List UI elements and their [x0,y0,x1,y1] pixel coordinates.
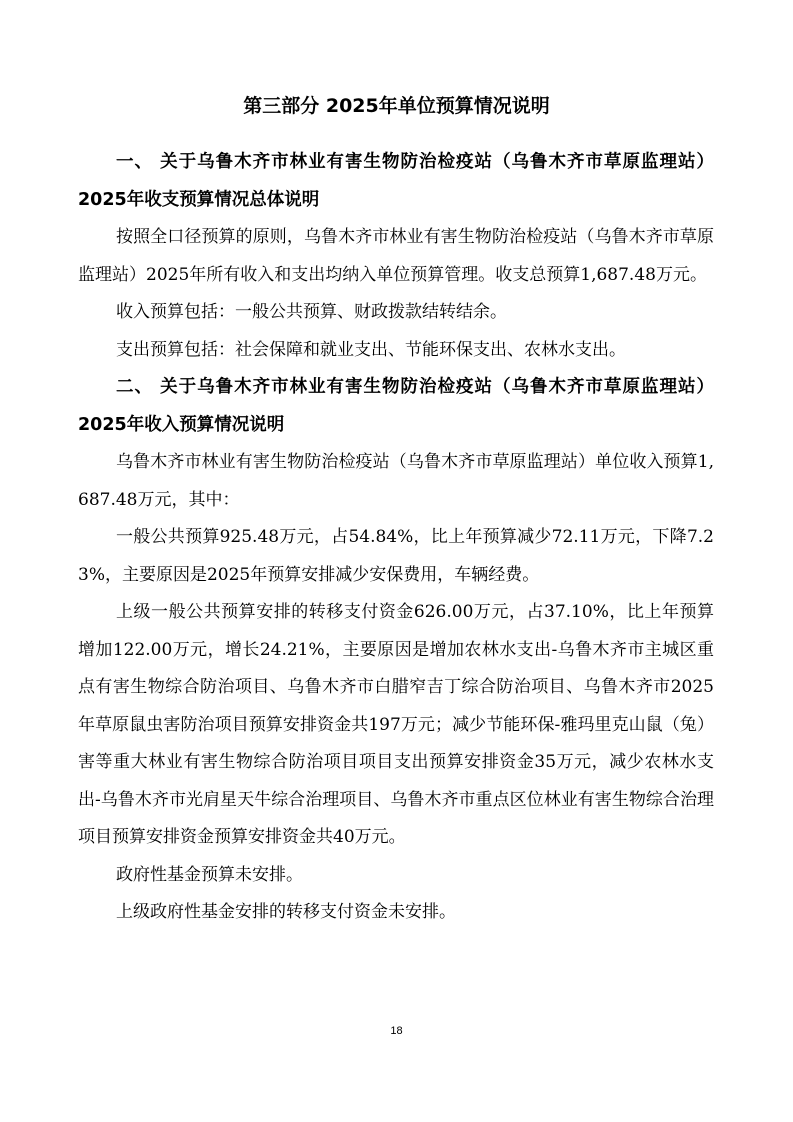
page-title: 第三部分 2025年单位预算情况说明 [243,95,550,117]
section-1-heading-line2: 2025年收支预算情况总体说明 [78,189,320,210]
section-2-heading [78,369,714,444]
document-body [78,144,714,932]
section-1-heading [78,144,714,219]
page-number: 18 [390,1025,403,1037]
section-2-heading-line2: 2025年收入预算情况说明 [78,414,285,435]
section-2-paragraph-4: 政府性基金预算未安排。 [116,864,303,885]
section-2-paragraph-3: 上级一般公共预算安排的转移支付资金626.00万元，占37.10%，比上年预算增加122.00万元，增长24.21%，主要原因是增加农林水支出-乌鲁木齐市主城区重点有害生物综合防治项目、乌鲁木齐市白腊窄吉丁综合防治项目、乌鲁木齐市2025年草原鼠虫害防治项目预算安排资金共197万元；减少节能环保-雅玛里克山鼠（兔）害等重大林业有害生物综合防治项目项目支出预算安排资金35万元，减少农林水支出-乌鲁木齐市光肩星天牛综合治理项目、乌鲁木齐市重点区位林业有害生物综合治理项目预算安排资金预算安排资金共40万元。 [78,602,714,847]
section-1-heading-line1: 一、 关于乌鲁木齐市林业有害生物防治检疫站（乌鲁木齐市草原监理站） [116,152,714,172]
section-2-heading-line1: 二、 关于乌鲁木齐市林业有害生物防治检疫站（乌鲁木齐市草原监理站） [116,377,714,397]
section-1-paragraph-3: 支出预算包括：社会保障和就业支出、节能环保支出、农林水支出。 [116,339,626,360]
section-1-paragraph-2: 收入预算包括：一般公共预算、财政拨款结转结余。 [116,302,507,322]
section-2-paragraph-1: 乌鲁木齐市林业有害生物防治检疫站（乌鲁木齐市草原监理站）单位收入预算1,687.48万元，其中： [78,452,714,510]
section-1-paragraph-1: 按照全口径预算的原则，乌鲁木齐市林业有害生物防治检疫站（乌鲁木齐市草原监理站）2025年所有收入和支出均纳入单位预算管理。收支总预算1,687.48万元。 [78,227,714,285]
section-2-paragraph-5: 上级政府性基金安排的转移支付资金未安排。 [116,902,456,922]
section-2-paragraph-2: 一般公共预算925.48万元，占54.84%，比上年预算减少72.11万元，下降7.23%，主要原因是2025年预算安排减少安保费用，车辆经费。 [78,527,714,585]
